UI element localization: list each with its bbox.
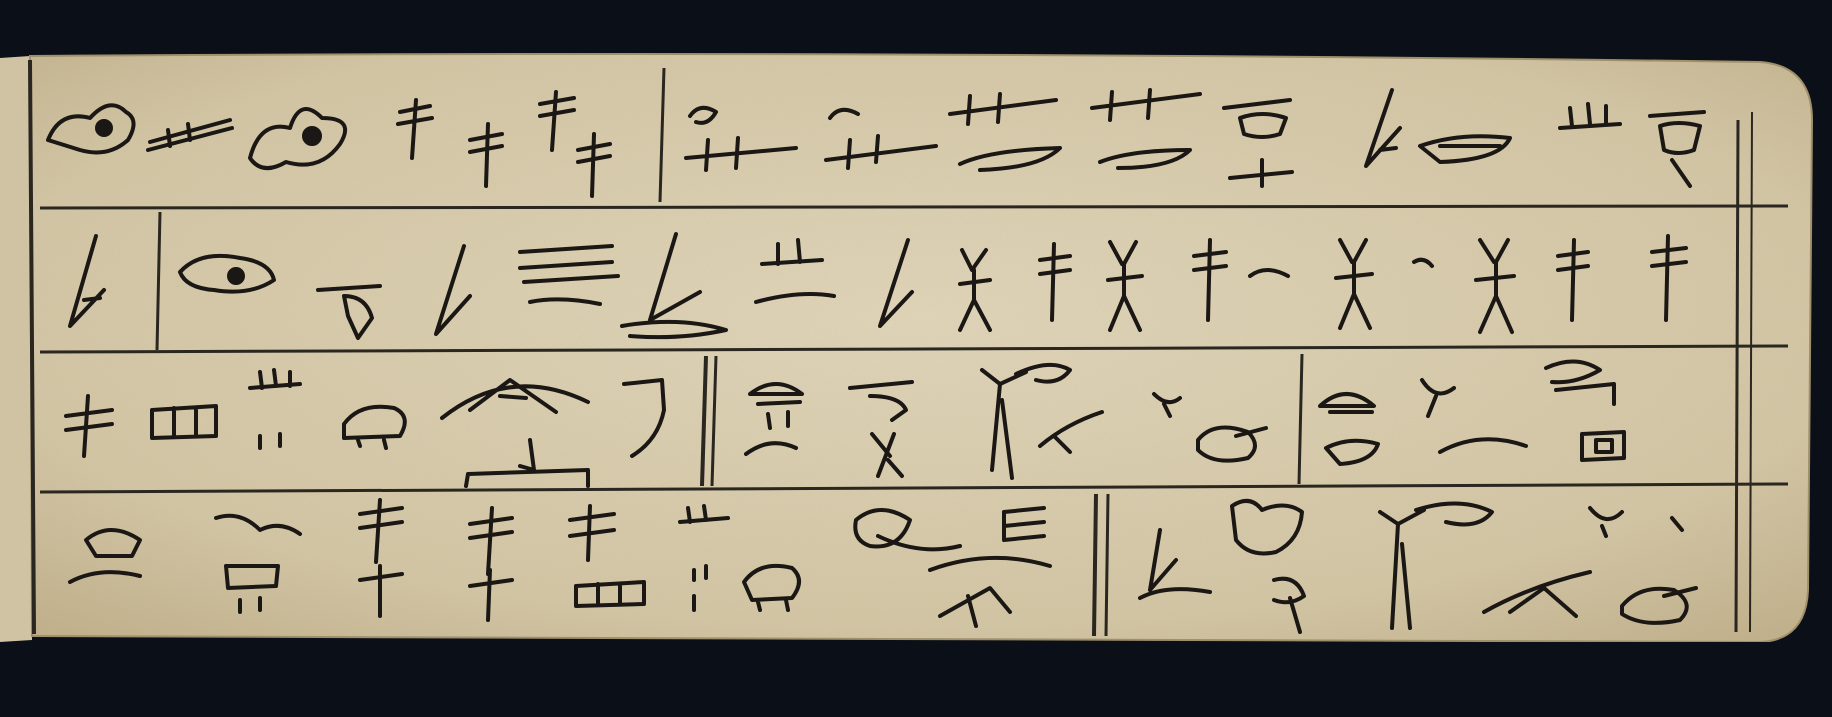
divider-row4-a xyxy=(1094,494,1096,636)
adjacent-leaf-strip xyxy=(0,56,32,642)
rule-right-margin-a xyxy=(1736,120,1738,632)
bottom-shadow xyxy=(0,642,1832,717)
divider-row4-b xyxy=(1106,494,1108,636)
